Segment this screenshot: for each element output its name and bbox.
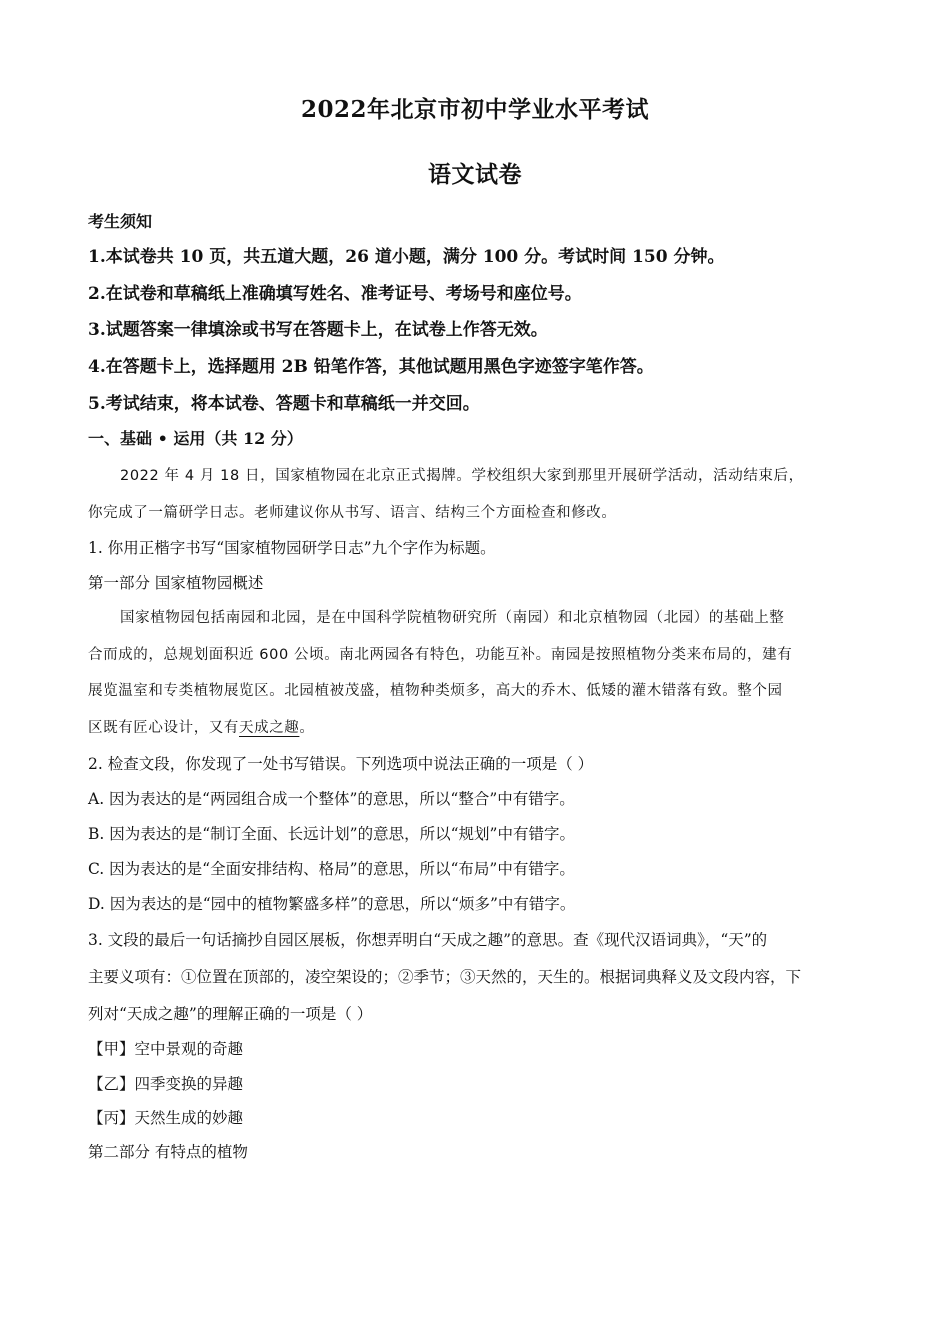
- question-2: 2. 检查文段，你发现了一处书写错误。下列选项中说法正确的一项是（ ）: [88, 755, 594, 773]
- q2-option-d: D. 因为表达的是“园中的植物繁盛多样”的意思，所以“烦多”中有错字。: [88, 895, 576, 913]
- exam-subtitle: 语文试卷: [428, 161, 522, 188]
- q2-option-c: C. 因为表达的是“全面安排结构、格局”的意思，所以“布局”中有错字。: [88, 860, 575, 878]
- intro-line-2: 你完成了一篇研学日志。老师建议你从书写、语言、结构三个方面检查和修改。: [88, 505, 617, 521]
- question-1: 1. 你用正楷字书写“国家植物园研学日志”九个字作为标题。: [88, 539, 496, 557]
- part2-title: 第二部分 有特点的植物: [88, 1143, 248, 1161]
- notice-item-5: 5.考试结束，将本试卷、答题卡和草稿纸一并交回。: [88, 394, 480, 414]
- passage-line-2: 合而成的，总规划面积近 600 公顷。南北两园各有特色，功能互补。南园是按照植物分类来布局的，建有: [88, 647, 793, 663]
- notice-item-1: 1.本试卷共 10 页，共五道大题，26 道小题，满分 100 分。考试时间 150 分钟。: [88, 247, 725, 267]
- notice-item-3: 3.试题答案一律填涂或书写在答题卡上，在试卷上作答无效。: [88, 320, 548, 340]
- underlined-phrase: 天成之趣: [239, 720, 300, 736]
- q2-option-a: A. 因为表达的是“两园组合成一个整体”的意思，所以“整合”中有错字。: [88, 790, 575, 808]
- section-heading: 一、基础 • 运用（共 12 分）: [88, 429, 303, 448]
- q3-option-yi: 【乙】四季变换的异趣: [88, 1075, 244, 1093]
- question-3-line-3: 列对“天成之趣”的理解正确的一项是（ ）: [88, 1005, 373, 1023]
- exam-title: 2022年北京市初中学业水平考试: [300, 96, 649, 123]
- q2-option-b: B. 因为表达的是“制订全面、长远计划”的意思，所以“规划”中有错字。: [88, 825, 575, 843]
- passage-line-4: [88, 718, 315, 738]
- passage-last-suffix: 。: [299, 720, 315, 736]
- notice-item-4: 4.在答题卡上，选择题用 2B 铅笔作答，其他试题用黑色字迹签字笔作答。: [88, 357, 654, 377]
- intro-line-1: 2022 年 4 月 18 日，国家植物园在北京正式揭牌。学校组织大家到那里开展研学活动，活动结束后，: [120, 468, 804, 484]
- part1-title: 第一部分 国家植物园概述: [88, 574, 264, 592]
- question-3-line-1: 3. 文段的最后一句话摘抄自园区展板，你想弄明白“天成之趣”的意思。查《现代汉语词典》，“天”的: [88, 931, 768, 949]
- notice-item-2: 2.在试卷和草稿纸上准确填写姓名、准考证号、考场号和座位号。: [88, 284, 582, 304]
- question-3-line-2: 主要义项有：①位置在顶部的，凌空架设的；②季节；③天然的，天生的。根据词典释义及文段内容，下: [88, 968, 802, 986]
- notice-heading: 考生须知: [88, 212, 153, 231]
- passage-line-1: 国家植物园包括南园和北园，是在中国科学院植物研究所（南园）和北京植物园（北园）的基础上整: [120, 610, 785, 626]
- passage-line-3: 展览温室和专类植物展览区。北园植被茂盛，植物种类烦多，高大的乔木、低矮的灌木错落有致。整个园: [88, 683, 783, 699]
- q3-option-jia: 【甲】空中景观的奇趣: [88, 1040, 244, 1058]
- passage-last-prefix: 区既有匠心设计，又有: [88, 720, 239, 736]
- q3-option-bing: 【丙】天然生成的妙趣: [88, 1109, 244, 1127]
